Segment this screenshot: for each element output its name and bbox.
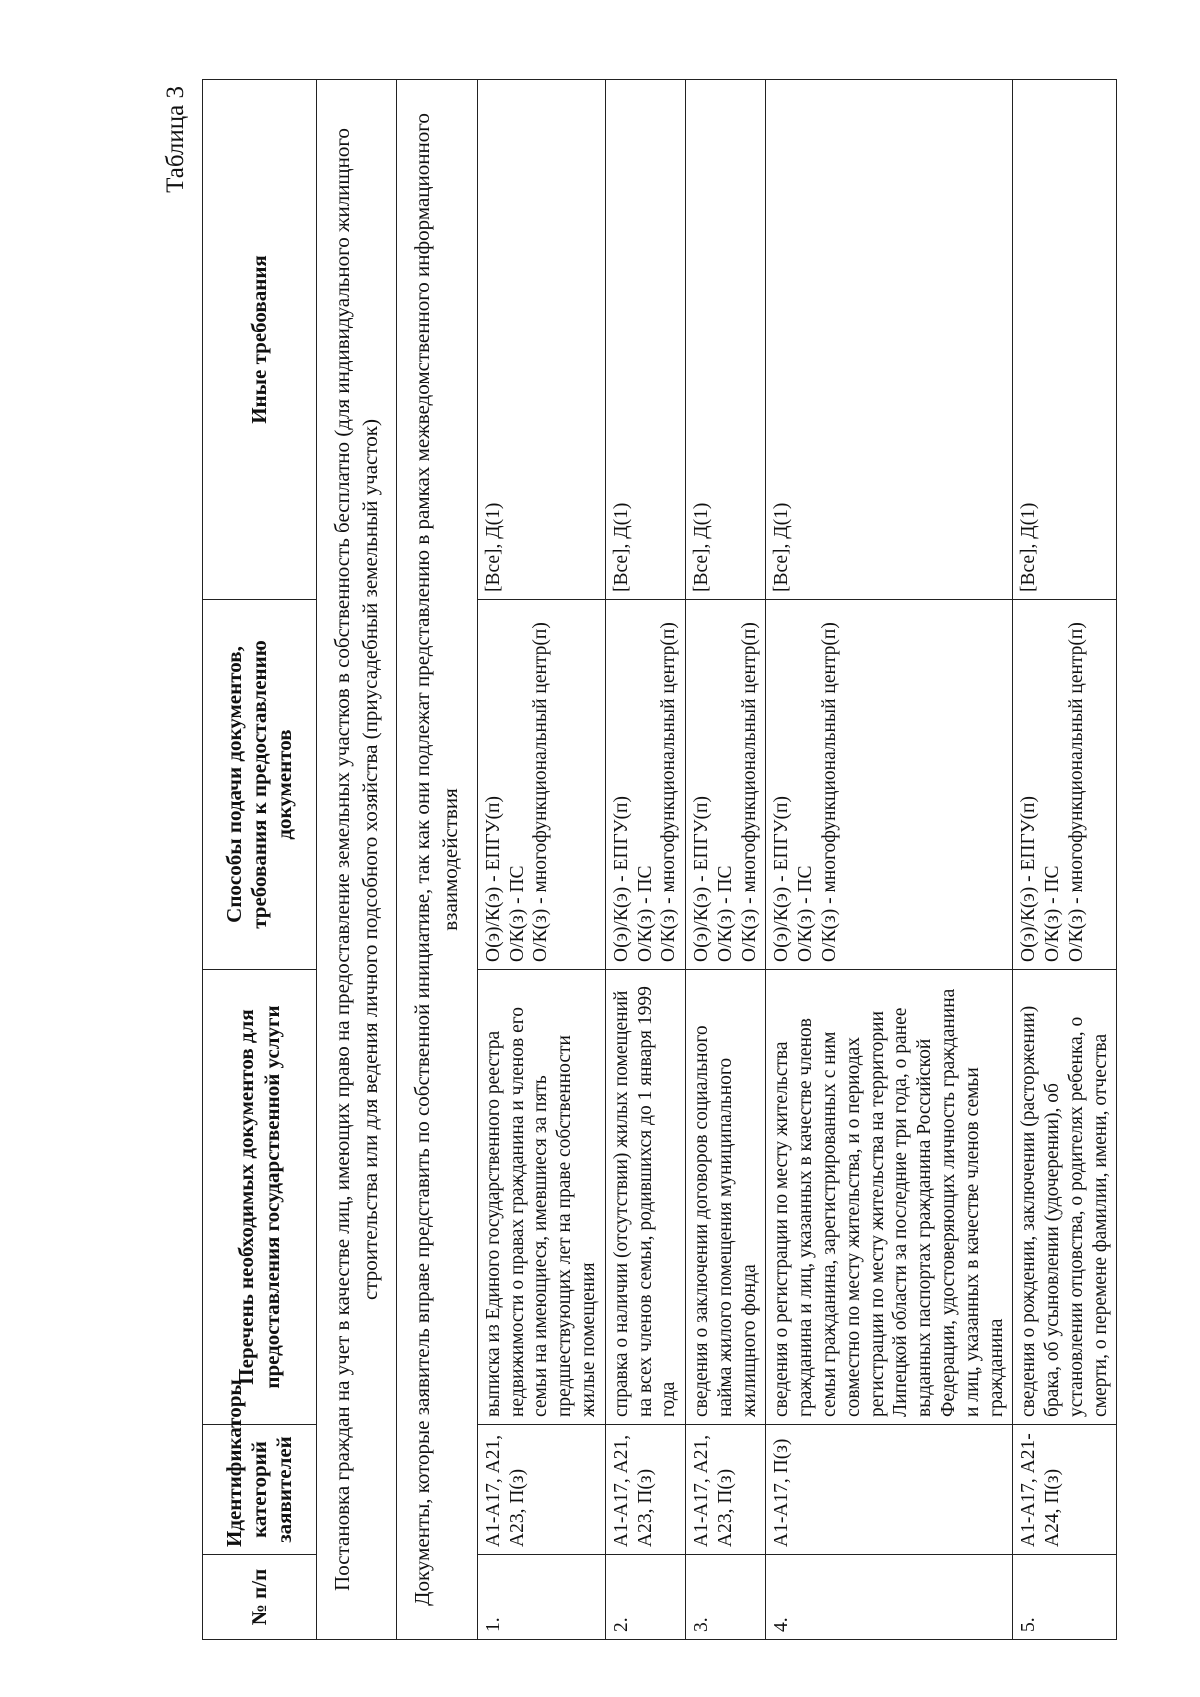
method-line: О/К(з) - ПС: [634, 865, 656, 962]
row-categories: А1-А17, А21, А23, П(з): [605, 1425, 685, 1555]
section-title-2: Документы, которые заявитель вправе представить по собственной инициативе, так как они подлежат представлению в рамках межведомственного информационного взаимодействия: [397, 80, 477, 1640]
method-line: О/К(з) - многофункциональный центр(п): [530, 622, 552, 962]
row-categories: А1-А17, А21, А23, П(з): [477, 1425, 605, 1555]
section-row: [397, 80, 477, 1640]
method-line: О(э)/К(э) - ЕПГУ(п): [610, 796, 632, 962]
table-row: [1013, 80, 1117, 1640]
row-other-requirements: [Все], Д(1): [1013, 80, 1117, 600]
row-document: сведения о регистрации по месту жительства гражданина и лиц, указанных в качестве членов семьи гражданина, зарегистрированных с ним совместно по месту жительства, и о периодах регистрации по месту жительства на территории Липецкой области за последние три года, о ранее выданных паспортах гражданина Российской Федерации, удостоверяющих личность гражданина и лиц, указанных в качестве членов семьи гражданина: [766, 970, 1013, 1425]
header-num: № п/п: [203, 1555, 317, 1640]
table-row: [686, 80, 766, 1640]
method-line: О/К(з) - многофункциональный центр(п): [738, 622, 760, 962]
row-methods: [766, 600, 1013, 970]
table-body: [317, 80, 1117, 1640]
row-document: сведения о заключении договоров социального найма жилого помещения муниципального жилищного фонда: [686, 970, 766, 1425]
table-row: [477, 80, 605, 1640]
method-line: О/К(з) - ПС: [795, 865, 817, 962]
method-line: О/К(з) - многофункциональный центр(п): [819, 622, 841, 962]
method-line: О(э)/К(э) - ЕПГУ(п): [691, 796, 713, 962]
header-methods: Способы подачи документов, требования к предоставлению документов: [203, 600, 317, 970]
row-other-requirements: [Все], Д(1): [686, 80, 766, 600]
method-line: О(э)/К(э) - ЕПГУ(п): [482, 796, 504, 962]
header-documents: Перечень необходимых документов для предоставления государственной услуги: [203, 970, 317, 1425]
method-line: О(э)/К(э) - ЕПГУ(п): [1018, 796, 1040, 962]
section-row: [317, 80, 397, 1640]
section-title-1: Постановка граждан на учет в качестве лиц, имеющих право на предоставление земельных участков в собственность бесплатно (для индивидуального жилищного строительства или для ведения личного подсобного хозяйства (приусадебный земельный участок): [317, 80, 397, 1640]
method-line: О/К(з) - ПС: [714, 865, 736, 962]
header-other: Иные требования: [203, 80, 317, 600]
row-methods: [686, 600, 766, 970]
row-other-requirements: [Все], Д(1): [766, 80, 1013, 600]
table-row: [766, 80, 1013, 1640]
table-header-row: [203, 80, 317, 1640]
row-number: 5.: [1013, 1555, 1117, 1640]
row-methods: [605, 600, 685, 970]
method-line: О/К(з) - ПС: [506, 865, 528, 962]
row-categories: А1-А17, А21-А24, П(з): [1013, 1425, 1117, 1555]
method-line: О/К(з) - ПС: [1042, 865, 1064, 962]
row-number: 3.: [686, 1555, 766, 1640]
row-categories: А1-А17, А21, А23, П(з): [686, 1425, 766, 1555]
row-number: 2.: [605, 1555, 685, 1640]
method-line: О(э)/К(э) - ЕПГУ(п): [771, 796, 793, 962]
row-methods: [1013, 600, 1117, 970]
table-caption: Таблица 3: [162, 86, 189, 193]
header-categories: Идентификаторы категорий заявителей: [203, 1425, 317, 1555]
row-other-requirements: [Все], Д(1): [477, 80, 605, 600]
row-number: 4.: [766, 1555, 1013, 1640]
method-line: О/К(з) - многофункциональный центр(п): [658, 622, 680, 962]
row-document: выписка из Единого государственного реестра недвижимости о правах гражданина и членов его семьи на имеющиеся, имевшиеся за пять предшествующих лет на праве собственности жилые помещения: [477, 970, 605, 1425]
method-line: О/К(з) - многофункциональный центр(п): [1065, 622, 1087, 962]
row-categories: А1-А17, П(з): [766, 1425, 1013, 1555]
documents-table: [202, 79, 1117, 1640]
document-sheet: [162, 80, 1162, 1640]
row-number: 1.: [477, 1555, 605, 1640]
row-methods: [477, 600, 605, 970]
row-document: сведения о рождении, заключении (расторжении) брака, об усыновлении (удочерении), об установлении отцовства, о родителях ребенка, о смерти, о перемене фамилии, имени, отчества: [1013, 970, 1117, 1425]
row-document: справка о наличии (отсутствии) жилых помещений на всех членов семьи, родившихся до 1 января 1999 года: [605, 970, 685, 1425]
row-other-requirements: [Все], Д(1): [605, 80, 685, 600]
table-row: [605, 80, 685, 1640]
